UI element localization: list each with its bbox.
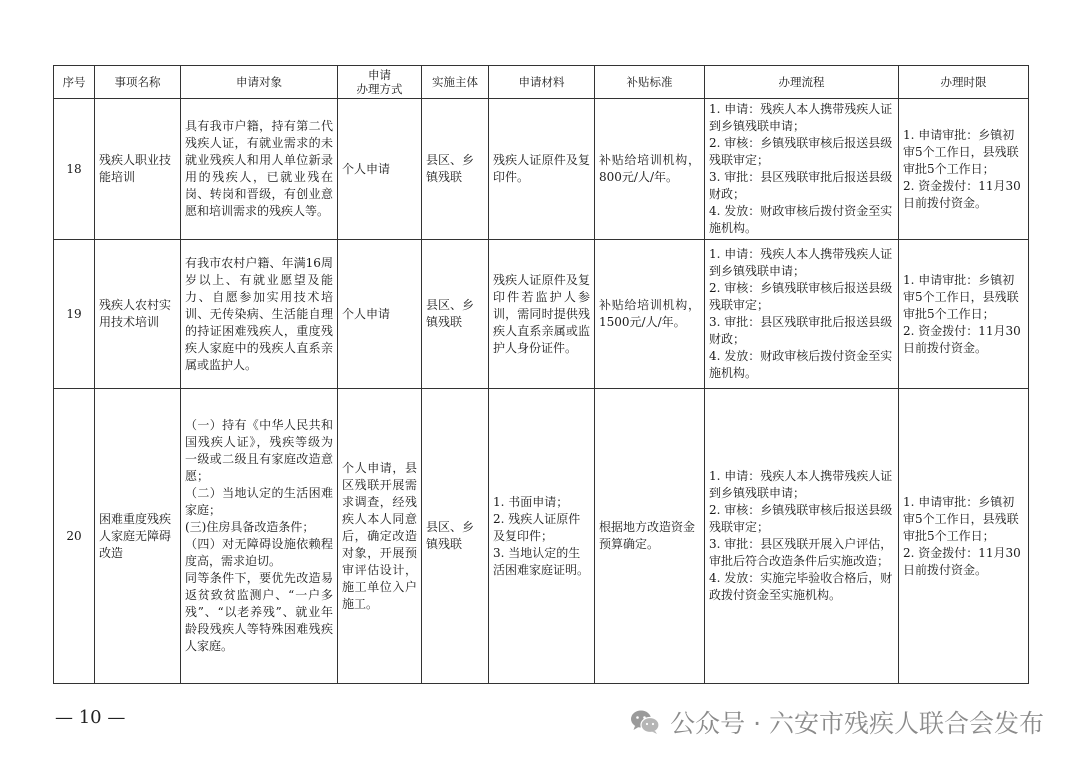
required-materials: 残疾人证原件及复印件。 bbox=[489, 99, 595, 240]
material-item: 2. 残疾人证原件及复印件； bbox=[493, 511, 581, 543]
implementing-agency: 县区、乡镇残联 bbox=[422, 240, 489, 389]
process-step: 3. 审批：县区残联开展入户评估，审批后符合改造条件后实施改造； bbox=[709, 537, 893, 568]
table-row bbox=[54, 389, 1029, 684]
time-limit bbox=[899, 99, 1029, 240]
header-cell-line: 办理方式 bbox=[356, 82, 403, 96]
applicant-target: 具有我市户籍，持有第二代残疾人证，有就业需求的未就业残疾人和用人单位新录用的残疾人，已就业残在岗、转岗和晋级，有创业意愿和培训需求的残疾人等。 bbox=[181, 99, 338, 240]
header-cell: 事项名称 bbox=[95, 66, 181, 99]
time-limit-item: 2. 资金拨付：11月30日前拨付资金。 bbox=[903, 545, 1021, 577]
required-materials bbox=[489, 389, 595, 684]
target-clause: (三)住房具备改造条件； bbox=[185, 520, 315, 534]
process-step: 2. 审核：乡镇残联审核后报送县级残联审定； bbox=[709, 136, 893, 167]
time-limit-item: 1. 申请审批：乡镇初审5个工作日，县残联审批5个工作日； bbox=[903, 127, 1019, 176]
applicant-target bbox=[181, 389, 338, 684]
page-number: — 10 — bbox=[55, 707, 126, 728]
process-step: 4. 发放：财政审核后拨付资金至实施机构。 bbox=[709, 349, 893, 380]
apply-method: 个人申请，县区残联开展需求调查，经残疾人本人同意后，确定改造对象，开展预审评估设计，施工单位入户施工。 bbox=[338, 389, 422, 684]
process-step: 1. 申请：残疾人本人携带残疾人证到乡镇残联申请； bbox=[709, 469, 893, 500]
row-number: 19 bbox=[54, 240, 95, 389]
implementing-agency: 县区、乡镇残联 bbox=[422, 99, 489, 240]
policy-table bbox=[53, 65, 1029, 684]
process-step: 4. 发放：财政审核后拨付资金至实施机构。 bbox=[709, 204, 893, 235]
table-row bbox=[54, 240, 1029, 389]
header-cell: 序号 bbox=[54, 66, 95, 99]
process-step: 3. 审批：县区残联审批后报送县级财政； bbox=[709, 170, 893, 201]
row-number: 18 bbox=[54, 99, 95, 240]
header-cell-line: 申请 bbox=[368, 68, 391, 82]
process-steps bbox=[705, 389, 899, 684]
time-limit-item: 1. 申请审批：乡镇初审5个工作日，县残联审批5个工作日； bbox=[903, 494, 1019, 543]
process-step: 1. 申请：残疾人本人携带残疾人证到乡镇残联申请； bbox=[709, 247, 893, 278]
material-item: 3. 当地认定的生活困难家庭证明。 bbox=[493, 545, 590, 577]
required-materials: 残疾人证原件及复印件若监护人参训，需同时提供残疾人直系亲属或监护人身份证件。 bbox=[489, 240, 595, 389]
applicant-target: 有我市农村户籍、年满16周岁以上、有就业愿望及能力、自愿参加实用技术培训、无传染病、生活能自理的持证困难残疾人，重度残疾人家庭中的残疾人直系亲属或监护人。 bbox=[181, 240, 338, 389]
table-row bbox=[54, 99, 1029, 240]
header-cell: 实施主体 bbox=[422, 66, 489, 99]
wechat-icon bbox=[630, 709, 660, 735]
subsidy-standard: 根据地方改造资金预算确定。 bbox=[595, 389, 705, 684]
time-limit-item: 1. 申请审批：乡镇初审5个工作日，县残联审批5个工作日； bbox=[903, 272, 1019, 321]
target-clause: （四）对无障碍设施依赖程度高，需求迫切。 bbox=[185, 537, 333, 568]
implementing-agency: 县区、乡镇残联 bbox=[422, 389, 489, 684]
material-item: 1. 书面申请； bbox=[493, 494, 569, 509]
process-steps bbox=[705, 240, 899, 389]
header-cell: 申请对象 bbox=[181, 66, 338, 99]
header-cell: 申请材料 bbox=[489, 66, 595, 99]
header-cell: 补贴标准 bbox=[595, 66, 705, 99]
process-step: 2. 审核：乡镇残联审核后报送县级残联审定； bbox=[709, 503, 893, 534]
time-limit-item: 2. 资金拨付：11月30日前拨付资金。 bbox=[903, 323, 1021, 355]
process-step: 3. 审批：县区残联审批后报送县级财政； bbox=[709, 315, 893, 346]
item-name: 残疾人农村实用技术培训 bbox=[95, 240, 181, 389]
table-header-row bbox=[54, 66, 1029, 99]
apply-method: 个人申请 bbox=[338, 240, 422, 389]
header-cell: 办理流程 bbox=[705, 66, 899, 99]
item-name: 困难重度残疾人家庭无障碍改造 bbox=[95, 389, 181, 684]
target-clause: （二）当地认定的生活困难家庭； bbox=[185, 486, 333, 517]
time-limit bbox=[899, 240, 1029, 389]
time-limit-item: 2. 资金拨付：11月30日前拨付资金。 bbox=[903, 178, 1021, 210]
process-step: 2. 审核：乡镇残联审核后报送县级残联审定； bbox=[709, 281, 893, 312]
subsidy-standard: 补贴给培训机构，800元/人/年。 bbox=[595, 99, 705, 240]
target-clause: （一）持有《中华人民共和国残疾人证》，残疾等级为一级或二级且有家庭改造意愿； bbox=[185, 418, 333, 483]
watermark bbox=[630, 704, 1044, 740]
row-number: 20 bbox=[54, 389, 95, 684]
time-limit bbox=[899, 389, 1029, 684]
target-clause: 同等条件下，要优先改造易返贫致贫监测户、“一户多残”、“以老养残”、就业年龄段残疾人等特殊困难残疾人家庭。 bbox=[185, 571, 333, 653]
item-name: 残疾人职业技能培训 bbox=[95, 99, 181, 240]
process-steps bbox=[705, 99, 899, 240]
subsidy-standard: 补贴给培训机构，1500元/人/年。 bbox=[595, 240, 705, 389]
process-step: 4. 发放：实施完毕验收合格后，财政拨付资金至实施机构。 bbox=[709, 571, 893, 602]
process-step: 1. 申请：残疾人本人携带残疾人证到乡镇残联申请； bbox=[709, 102, 893, 133]
header-cell: 办理时限 bbox=[899, 66, 1029, 99]
header-cell bbox=[338, 66, 422, 99]
apply-method: 个人申请 bbox=[338, 99, 422, 240]
watermark-text: 公众号 · 六安市残疾人联合会发布 bbox=[670, 709, 1044, 738]
